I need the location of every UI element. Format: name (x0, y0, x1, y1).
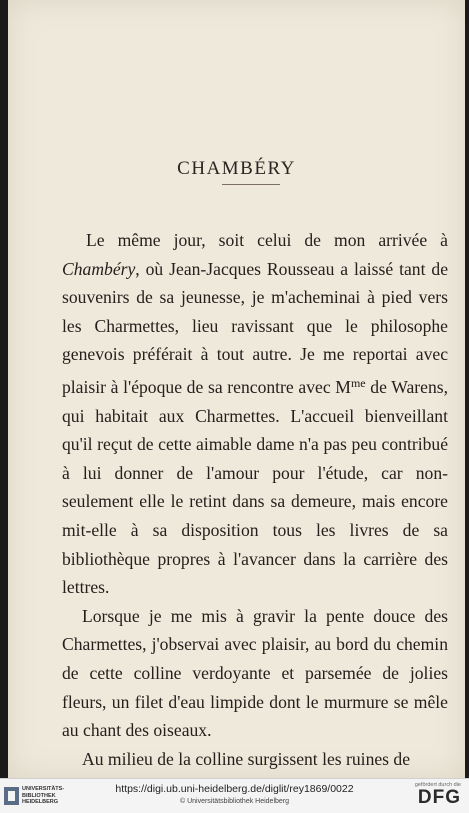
text-run: , où Jean-Jacques Rousseau a laissé tant de souvenirs de sa jeunesse, je m'acheminai à pied vers les Charmettes, lieu ravissant que le philosophe genevois préférait à tout autre. Je me reportai avec plaisir à l'époque de sa rencontre avec M (62, 258, 448, 397)
text-run: de Warens, qui habitait aux Charmettes. L'accueil bienveillant qu'il reçut de cette aimable dame n'a pas peu contribué à lui donner de l'amour pour l'étude, car non-seulement elle le retint dans sa demeure, mais encore mit-elle à sa disposition tous les livres de sa bibliothèque propres à l'avancer dans la carrière des lettres. (62, 376, 448, 598)
library-name: UNIVERSITÄTS- BIBLIOTHEK HEIDELBERG (22, 786, 65, 805)
text-run: Au milieu de la colline surgissent les ruines de (82, 748, 411, 769)
text-run: Lorsque je me mis à gravir la pente douce des Charmettes, j'observai avec plaisir, au bord du chemin de cette colline verdoyante et parsemée de jolies fleurs, un filet d'eau limpide dont le murmure se mêle au chant des oiseaux. (62, 605, 448, 741)
funder-note: gefördert durch die (414, 782, 461, 788)
body-text (62, 226, 448, 773)
viewer-footer (0, 778, 469, 813)
scanned-page (8, 0, 465, 778)
title-rule (222, 184, 280, 185)
permalink[interactable]: https://digi.ub.uni-heidelberg.de/diglit/rey1869/0022 (115, 783, 354, 795)
paragraph (62, 745, 448, 774)
text-run: me (350, 375, 366, 390)
funder-logo[interactable] (399, 782, 461, 810)
text-run: Chambéry (62, 258, 136, 279)
paragraph (62, 602, 448, 745)
copyright-notice: © Universitätsbibliothek Heidelberg (179, 798, 290, 805)
funder-name: DFG (417, 787, 461, 808)
chapter-title: CHAMBÉRY (177, 158, 296, 179)
paragraph (62, 226, 448, 602)
text-run: Le même jour, soit celui de mon arrivée à (86, 230, 448, 250)
